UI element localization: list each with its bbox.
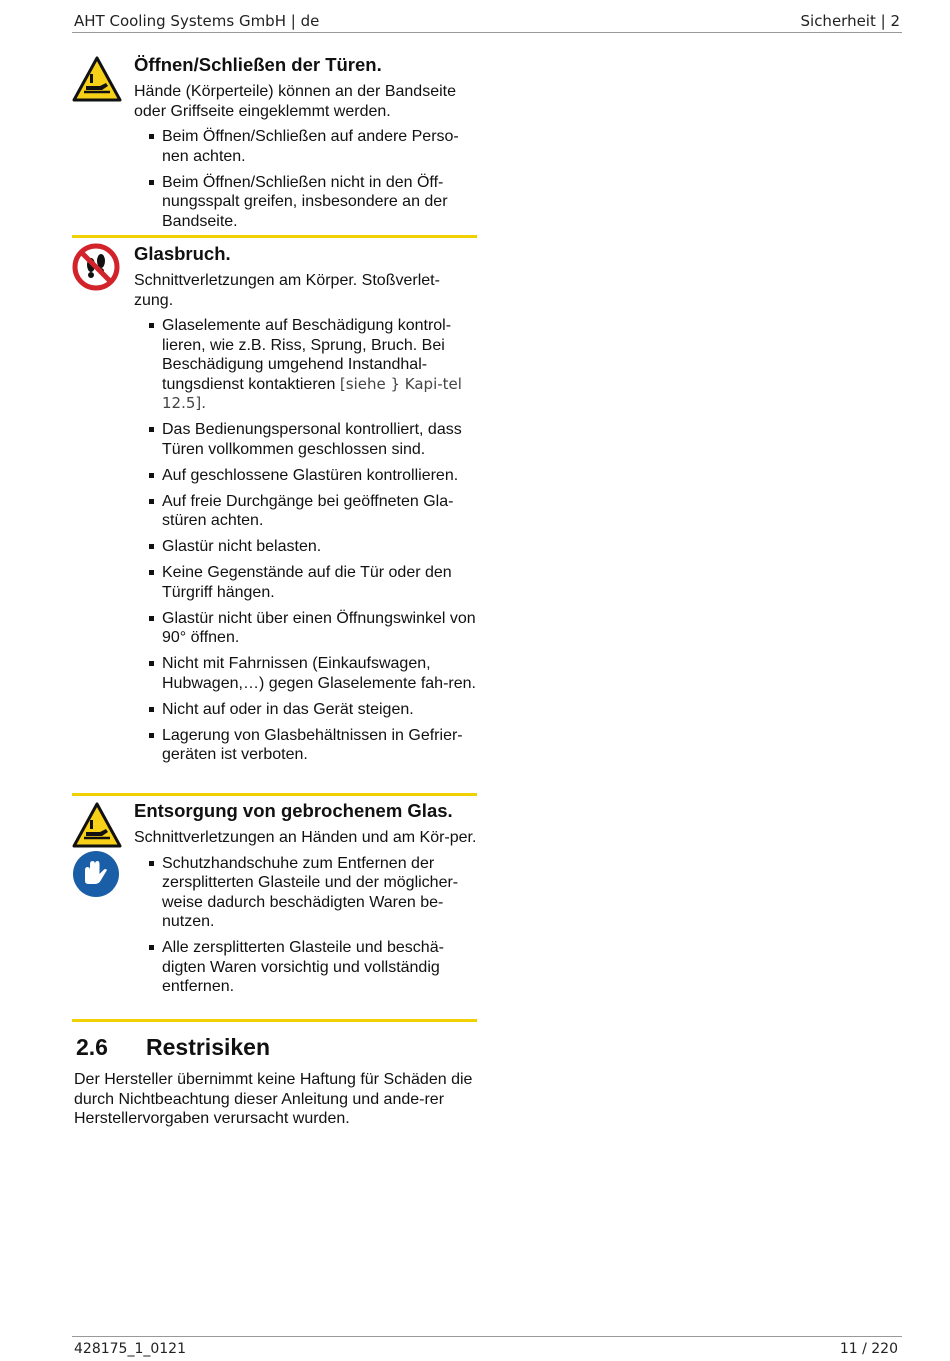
list-item: Beim Öffnen/Schließen nicht in den Öff-nungsspalt greifen, insbesondere an der Bandseite. bbox=[148, 173, 479, 232]
list-item: Alle zersplitterten Glasteile und beschä-digten Waren vorsichtig und vollständig entfernen. bbox=[148, 938, 479, 997]
list-item: Beim Öffnen/Schließen auf andere Perso-nen achten. bbox=[148, 127, 479, 166]
list-item: Das Bedienungspersonal kontrolliert, dass Türen vollkommen geschlossen sind. bbox=[148, 420, 479, 459]
page-footer bbox=[72, 1336, 902, 1361]
page-header bbox=[72, 10, 902, 33]
separator-line bbox=[72, 793, 477, 796]
list-item: Auf freie Durchgänge bei geöffneten Gla-stüren achten. bbox=[148, 492, 479, 531]
separator-line bbox=[72, 235, 477, 238]
instruction-list bbox=[134, 127, 479, 231]
block-description: Schnittverletzungen an Händen und am Kör-per. bbox=[134, 829, 477, 846]
block-title: Glasbruch. bbox=[134, 243, 231, 264]
wear-gloves-mandatory-icon bbox=[72, 850, 120, 898]
section-body: Der Hersteller übernimmt keine Haftung für Schäden die durch Nichtbeachtung dieser Anleitung und ande-rer Herstellervorgaben verursacht wurden. bbox=[74, 1071, 473, 1127]
no-stepping-prohibition-icon bbox=[72, 243, 120, 291]
instruction-list bbox=[134, 854, 479, 997]
section-number: 2.6 bbox=[76, 1034, 108, 1060]
header-company: AHT Cooling Systems GmbH | de bbox=[74, 12, 320, 30]
list-item bbox=[148, 316, 479, 414]
document-number: 428175_1_0121 bbox=[74, 1341, 186, 1357]
hand-crush-warning-icon bbox=[72, 802, 122, 848]
list-item-text: Glaselemente auf Beschädigung kontrol-lieren, wie z.B. Riss, Sprung, Bruch. Bei Beschädigung umgehend Instandhal-tungsdienst kontaktieren bbox=[162, 317, 452, 393]
list-item: Keine Gegenstände auf die Tür oder den Türgriff hängen. bbox=[148, 563, 479, 602]
header-chapter: Sicherheit | 2 bbox=[800, 12, 900, 30]
block-title: Öffnen/Schließen der Türen. bbox=[134, 54, 382, 75]
list-item: Nicht auf oder in das Gerät steigen. bbox=[148, 700, 479, 720]
hand-crush-warning-icon bbox=[72, 56, 122, 102]
list-item: Schutzhandschuhe zum Entfernen der zersplitterten Glasteile und der möglicher-weise dadurch beschädigten Waren be-nutzen. bbox=[148, 854, 479, 932]
block-description: Schnittverletzungen am Körper. Stoßverlet-zung. bbox=[134, 272, 440, 309]
list-item: Auf geschlossene Glastüren kontrollieren. bbox=[148, 466, 479, 486]
separator-line bbox=[72, 1019, 477, 1022]
page-number: 11 / 220 bbox=[839, 1341, 898, 1357]
list-item: Lagerung von Glasbehältnissen in Gefrier-geräten ist verboten. bbox=[148, 726, 479, 765]
block-description: Hände (Körperteile) können an der Bandseite oder Griffseite eingeklemmt werden. bbox=[134, 83, 456, 120]
chapter-reference-link[interactable]: [siehe } Kapi-tel 12.5]. bbox=[162, 374, 462, 412]
section-title: Restrisiken bbox=[146, 1034, 271, 1060]
list-item: Nicht mit Fahrnissen (Einkaufswagen, Hubwagen,…) gegen Glaselemente fah-ren. bbox=[148, 654, 479, 693]
instruction-list bbox=[134, 316, 479, 765]
list-item: Glastür nicht über einen Öffnungswinkel von 90° öffnen. bbox=[148, 609, 479, 648]
list-item: Glastür nicht belasten. bbox=[148, 537, 479, 557]
block-title: Entsorgung von gebrochenem Glas. bbox=[134, 800, 453, 821]
